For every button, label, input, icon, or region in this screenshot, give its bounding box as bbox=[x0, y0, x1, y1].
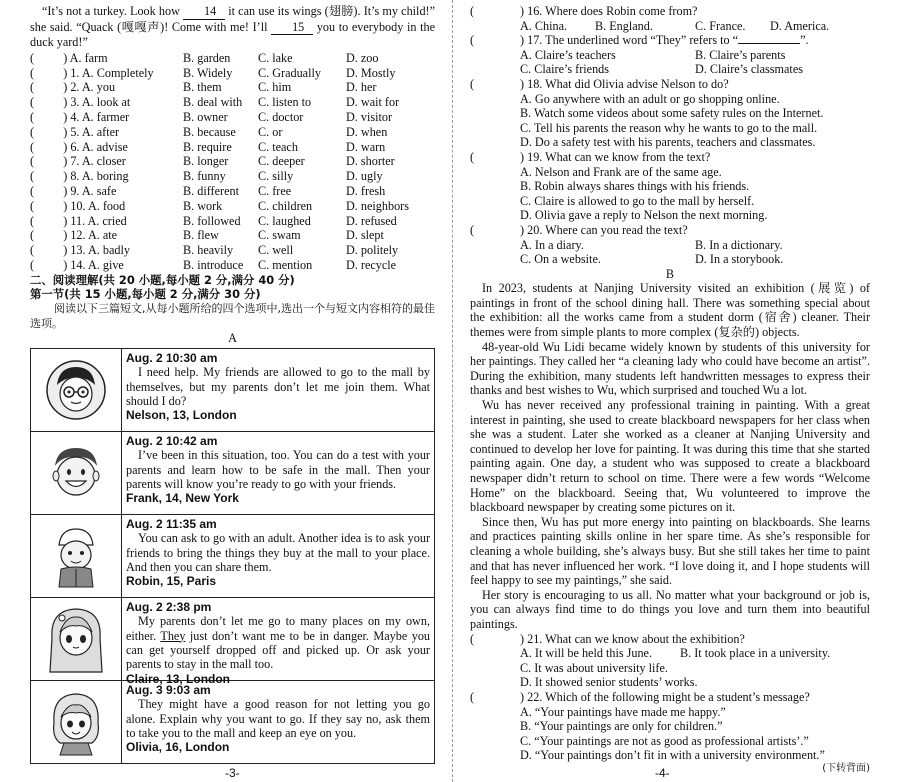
page-divider bbox=[452, 0, 453, 782]
page-number-left: -3- bbox=[225, 766, 240, 780]
question-stem: ) 20. Where can you read the text? bbox=[520, 222, 688, 237]
left-page bbox=[30, 4, 435, 764]
right-page bbox=[470, 4, 870, 775]
post-time: Aug. 2 2:38 pm bbox=[126, 599, 212, 614]
avatar bbox=[31, 432, 122, 514]
avatar bbox=[31, 515, 122, 597]
forum-post bbox=[31, 349, 434, 431]
option-row: ( ) 10. A. food B. work C. children D. neighbors bbox=[30, 198, 409, 213]
intro-text-1: “It’s not a turkey. Look how bbox=[42, 4, 180, 18]
blank-14: 14 bbox=[183, 4, 225, 20]
cloze-options bbox=[30, 51, 435, 273]
post-text: I need help. My friends are allowed to go to the mall by themselves, but my parents don’t let me join them. What should I do? bbox=[126, 365, 430, 408]
post-time: Aug. 2 10:30 am bbox=[126, 350, 218, 365]
cloze-intro bbox=[30, 4, 435, 50]
passage-b-label: B bbox=[665, 266, 675, 281]
option-row: ( ) 8. A. boring B. funny C. silly D. ugly bbox=[30, 169, 383, 184]
option-row: ( ) 14. A. give B. introduce C. mention D. recycle bbox=[30, 257, 397, 272]
option-row: ( ) 5. A. after B. because C. or D. when bbox=[30, 124, 388, 139]
post-text: You can ask to go with an adult. Another idea is to ask your friends to bring the things they buy at the mall to your place. And then you can share them. bbox=[126, 531, 430, 574]
forum-post bbox=[31, 431, 434, 514]
post-time: Aug. 3 9:03 am bbox=[126, 682, 211, 697]
post-time: Aug. 2 10:42 am bbox=[126, 433, 218, 448]
post-body bbox=[122, 515, 434, 597]
question-17: ( ) 17. The underlined word “They” refers to “ ”. A. Claire’s teachers B. Claire’s parents C. Claire’s friends D. Claire’s classmates bbox=[470, 33, 809, 77]
forum-post bbox=[31, 514, 434, 597]
answer-blank bbox=[738, 43, 800, 44]
intro-text-3: you to everybody in the duck yard!” bbox=[30, 19, 435, 50]
post-body bbox=[122, 681, 434, 763]
intro-text-2: it can use its wings (翅膀). It’s my child!” she said. “Quack (嘎嘎声)! Come with me! I’ll bbox=[30, 4, 436, 34]
post-author: Nelson, 13, London bbox=[126, 408, 237, 423]
post-text: I’ve been in this situation, too. You can do a test with your parents and learn how to be safe in the mall. Then your parents will know you’re ready to go with your friends. bbox=[126, 448, 430, 491]
question-stem: ) 16. Where does Robin come from? bbox=[520, 4, 698, 18]
avatar bbox=[31, 681, 122, 763]
boy-smiling-icon bbox=[45, 442, 107, 504]
post-author: Robin, 15, Paris bbox=[126, 574, 217, 589]
underlined-word-they: They bbox=[160, 628, 186, 643]
option-row: ( ) 3. A. look at B. deal with C. listen to D. wait for bbox=[30, 95, 400, 110]
option-row: ( ) 9. A. safe B. different C. free D. fresh bbox=[30, 183, 386, 198]
option-row: ( ) 2. A. you B. them C. him D. her bbox=[30, 80, 377, 95]
forum-post bbox=[31, 597, 434, 686]
question-22: ( ) 22. Which of the following might be a student’s message? A. “Your paintings have made me happy.” B. “Your paintings are only for children.” C. “Your paintings are not as good as professional artists’.” D. “Your paintings don’t fit in with a university environment.” bbox=[470, 689, 825, 763]
question-18: ( ) 18. What did Olivia advise Nelson to do? A. Go anywhere with an adult or go shopping online. B. Watch some videos about some safety rules on the Internet. C. Tell his parents the reason why he wants to go to the mall. D. Do a safety test with his parents, teachers and classmates. bbox=[470, 76, 824, 150]
question-21: ( ) 21. What can we know about the exhibition? A. It will be held this June. B. It took place in a university. C. It was about university life. D. It showed senior students’ works. bbox=[470, 631, 831, 690]
option-row: ( ) 1. A. Completely B. Widely C. Gradually D. Mostly bbox=[30, 65, 396, 80]
blank-15: 15 bbox=[271, 20, 313, 36]
question-20: ( ) 20. Where can you read the text? A. In a diary. B. In a dictionary. C. On a website. D. In a storybook. bbox=[470, 222, 784, 267]
section-instructions: 阅读以下三篇短文,从每小题所给的四个选项中,选出一个与短文内容相符的最佳选项。 bbox=[30, 301, 435, 330]
section1-title: 第一节(共 15 小题,每小题 2 分,满分 30 分) bbox=[30, 287, 261, 302]
passage-a-label: A bbox=[228, 331, 237, 346]
option-row: ( ) 6. A. advise B. require C. teach D. warn bbox=[30, 139, 386, 154]
question-stem: ) 18. What did Olivia advise Nelson to do? bbox=[520, 76, 729, 91]
post-body bbox=[122, 432, 434, 514]
forum-post bbox=[31, 680, 434, 763]
question-stem: ) 19. What can we know from the text? bbox=[520, 149, 711, 164]
post-text: My parents don’t let me go to many places on my own, either. They just don’t want me to be in danger. Maybe you can get yourself dropped off and picked up. Or ask your parents to stay in the mall too. bbox=[126, 614, 431, 672]
option-row: ( ) 13. A. badly B. heavily C. well D. politely bbox=[30, 243, 399, 258]
post-author: Olivia, 16, London bbox=[126, 740, 230, 755]
question-stem: ) 17. The underlined word “They” refers to “ bbox=[520, 33, 739, 48]
avatar bbox=[31, 349, 122, 431]
girl-short-hair-icon bbox=[44, 687, 108, 757]
forum-posts bbox=[30, 348, 435, 764]
question-stem: ) 22. Which of the following might be a student’s message? bbox=[520, 689, 810, 704]
post-author: Frank, 14, New York bbox=[126, 491, 239, 506]
avatar bbox=[31, 598, 122, 680]
post-body bbox=[122, 349, 434, 431]
post-author: Claire, 13, London bbox=[126, 671, 231, 686]
option-row: ( ) 7. A. closer B. longer C. deeper D. shorter bbox=[30, 154, 395, 169]
question-stem: ) 21. What can we know about the exhibition? bbox=[520, 631, 745, 646]
passage-b-paragraph: Her story is encouraging to us all. No matter what your background or job is, you can always find time to do things you love and turn them into beautiful paintings. bbox=[470, 587, 870, 631]
post-body bbox=[122, 598, 434, 686]
girl-long-hair-icon bbox=[44, 604, 108, 674]
boy-cap-icon bbox=[45, 523, 107, 589]
post-text: They might have a good reason for not letting you go alone. Explain why you want to go. If they say no, ask them to take you to the mall and keep an eye on you. bbox=[126, 697, 430, 740]
option-row: ( ) A. farm B. garden C. lake D. zoo bbox=[30, 50, 379, 65]
option-row: ( ) 11. A. cried B. followed C. laughed D. refused bbox=[30, 213, 397, 228]
question-19: ( ) 19. What can we know from the text? A. Nelson and Frank are of the same age. B. Robin always shares things with his friends. C. Claire is allowed to go to the mall by herself. D. Olivia gave a reply to Nelson the next morning. bbox=[470, 149, 768, 223]
page-number-right: -4- bbox=[655, 766, 670, 780]
passage-b-paragraph: Wu has never received any professional training in painting. With a great interest in painting, she used to create blackboard newspapers for her class when she was a student. Later she worked as a cleaner at Nanjing University and continued to develop her love for painting. It was during this time that she started painting again. One day, a student who was supposed to create a blackboard newspaper didn’t return to school on time. There were a few words “Welcome Home” on the blackboard. Seeing that, Wu volunteered to improve the blackboard newspaper by creating some pictures on it. bbox=[470, 398, 870, 515]
post-time: Aug. 2 11:35 am bbox=[126, 516, 217, 531]
boy-glasses-icon bbox=[45, 359, 107, 421]
passage-b-paragraph: Since then, Wu has put more energy into painting on blackboards. She learns and practices painting skills online in her spare time. As she’s responsible for cleaning a whole building, she’s always busy. But she still takes her time to paint and that has never influenced her work. “I love doing it, and I hope students will feel happy to see my paintings,” she said. bbox=[470, 514, 870, 588]
option-row: ( ) 12. A. ate B. flew C. swam D. slept bbox=[30, 228, 384, 243]
turn-over-note: (下转背面) bbox=[822, 762, 870, 774]
passage-b-paragraph: 48-year-old Wu Lidi became widely known by students of this university for her paintings. They called her “a cleaning lady who could have become an artist”. During the exhibition, many students left handwritten messages to express their thanks and best wishes to Wu, which surprised and touched Wu a lot. bbox=[470, 339, 870, 398]
question-16: ( ) 16. Where does Robin come from? A. China. B. England. C. France. D. America. bbox=[470, 4, 830, 33]
passage-b-paragraph: In 2023, students at Nanjing University visited an exhibition (展览) of paintings in front of the school dining hall. There was something special about the exhibition: all the works came from a student dorm (宿舍) cleaner. Their themes were from simple plants to more complex (复杂的) objects. bbox=[470, 281, 870, 340]
section2-title: 二、阅读理解(共 20 小题,每小题 2 分,满分 40 分) bbox=[30, 272, 295, 287]
option-row: ( ) 4. A. farmer B. owner C. doctor D. visitor bbox=[30, 109, 393, 124]
